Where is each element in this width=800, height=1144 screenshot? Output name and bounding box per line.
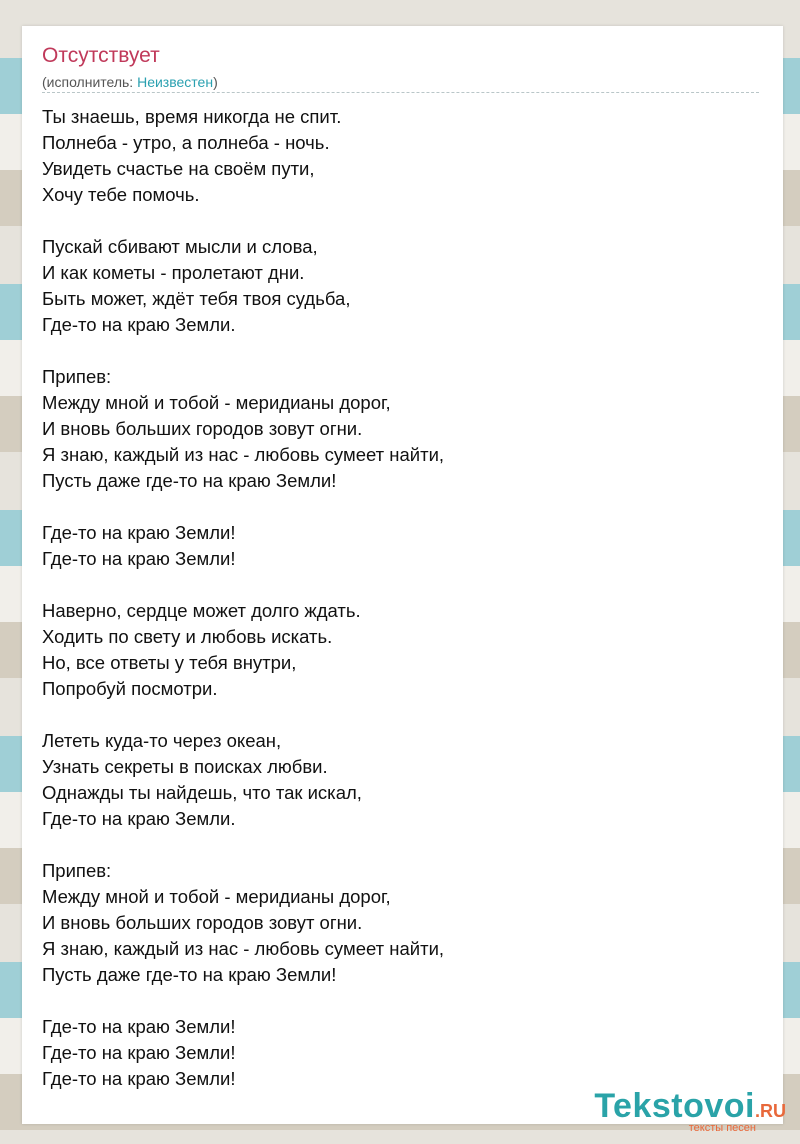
lyrics-sheet [22, 26, 783, 1124]
lyric-line: Однажды ты найдешь, что так искал, [42, 782, 362, 803]
lyric-line [42, 832, 444, 858]
lyric-line: Пусть даже где-то на краю Земли! [42, 964, 337, 985]
lyric-line [42, 702, 444, 728]
lyric-line: Где-то на краю Земли. [42, 314, 236, 335]
lyric-line: Но, все ответы у тебя внутри, [42, 652, 297, 673]
lyric-line: Припев: [42, 860, 112, 881]
artist-prefix: (исполнитель: [42, 74, 138, 90]
lyric-line: Припев: [42, 366, 112, 387]
lyric-line: Я знаю, каждый из нас - любовь сумеет найти, [42, 938, 445, 959]
lyric-line: Хочу тебе помочь. [42, 184, 200, 205]
logo-tagline: тексты песен [688, 1122, 756, 1134]
lyric-line: Где-то на краю Земли! [42, 548, 236, 569]
artist-suffix: ) [213, 74, 218, 90]
lyric-line: Где-то на краю Земли! [42, 1042, 236, 1063]
lyric-line: Попробуй посмотри. [42, 678, 218, 699]
lyric-line: Где-то на краю Земли! [42, 522, 236, 543]
lyric-line: Ходить по свету и любовь искать. [42, 626, 333, 647]
lyric-line: Между мной и тобой - меридианы дорог, [42, 886, 391, 907]
lyric-line: Пусть даже где-то на краю Земли! [42, 470, 337, 491]
lyric-line: Узнать секреты в поисках любви. [42, 756, 328, 777]
lyric-line: Лететь куда-то через океан, [42, 730, 282, 751]
lyric-line [42, 572, 444, 598]
logo-tld: .RU [755, 1101, 786, 1121]
lyric-line [42, 494, 444, 520]
logo-wordmark: Tekstovoi [594, 1087, 755, 1125]
lyric-line: Полнеба - утро, а полнеба - ночь. [42, 132, 330, 153]
lyric-line: Где-то на краю Земли. [42, 808, 236, 829]
lyric-line: Наверно, сердце может долго ждать. [42, 600, 361, 621]
artist-line [42, 74, 218, 90]
lyric-line [42, 988, 444, 1014]
divider [42, 92, 759, 93]
lyric-line: И вновь больших городов зовут огни. [42, 418, 363, 439]
lyric-line: Я знаю, каждый из нас - любовь сумеет найти, [42, 444, 445, 465]
lyric-line: Ты знаешь, время никогда не спит. [42, 106, 342, 127]
lyric-line: Где-то на краю Земли! [42, 1016, 236, 1037]
lyric-line [42, 338, 444, 364]
lyric-line: И вновь больших городов зовут огни. [42, 912, 363, 933]
artist-link[interactable]: Неизвестен [137, 74, 214, 90]
lyric-line: Пускай сбивают мысли и слова, [42, 236, 318, 257]
lyric-line: И как кометы - пролетают дни. [42, 262, 305, 283]
song-title: Отсутствует [42, 44, 160, 67]
lyric-line: Быть может, ждёт тебя твоя судьба, [42, 288, 351, 309]
lyric-line [42, 208, 444, 234]
lyric-line: Где-то на краю Земли! [42, 1068, 236, 1089]
lyrics-body [42, 104, 444, 1092]
lyric-line: Увидеть счастье на своём пути, [42, 158, 315, 179]
site-logo[interactable] [594, 1087, 786, 1134]
lyric-line: Между мной и тобой - меридианы дорог, [42, 392, 391, 413]
